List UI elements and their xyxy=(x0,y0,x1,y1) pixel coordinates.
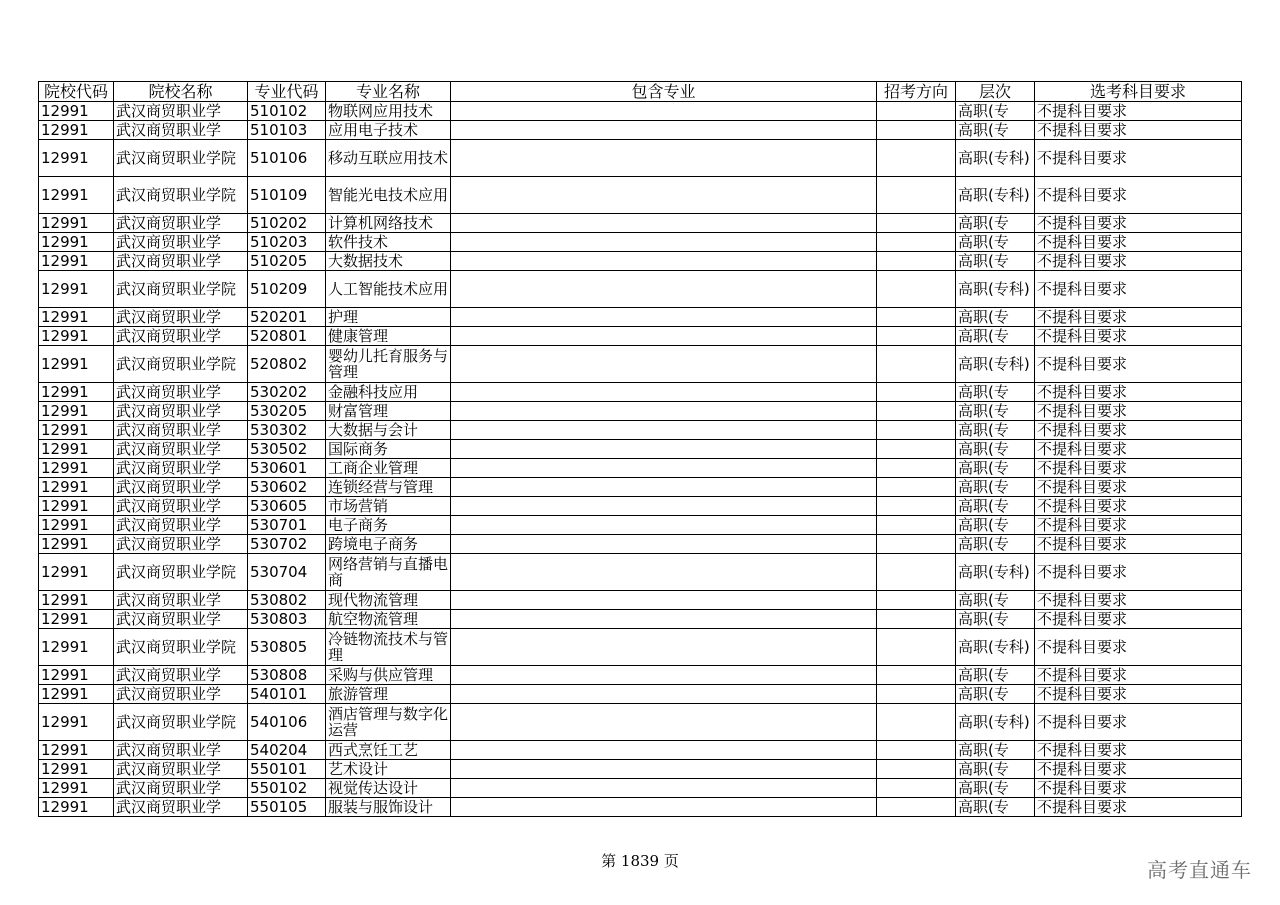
cell-school-name: 武汉商贸职业学院 xyxy=(114,629,248,666)
cell-school-code: 12991 xyxy=(39,760,114,779)
cell-school-code: 12991 xyxy=(39,402,114,421)
cell-major-code: 530805 xyxy=(248,629,326,666)
table-row xyxy=(39,102,1242,121)
cell-included-majors xyxy=(451,102,877,121)
cell-subject-requirement: 不提科目要求 xyxy=(1035,666,1242,685)
cell-school-code: 12991 xyxy=(39,327,114,346)
cell-level: 高职(专科) xyxy=(956,271,1035,308)
table-row xyxy=(39,308,1242,327)
cell-school-name: 武汉商贸职业学院 xyxy=(114,554,248,591)
cell-school-code: 12991 xyxy=(39,440,114,459)
header-major-name: 专业名称 xyxy=(326,82,451,102)
cell-subject-requirement: 不提科目要求 xyxy=(1035,629,1242,666)
cell-subject-requirement: 不提科目要求 xyxy=(1035,140,1242,177)
cell-level: 高职(专 xyxy=(956,440,1035,459)
cell-major-name: 视觉传达设计 xyxy=(326,779,451,798)
cell-included-majors xyxy=(451,760,877,779)
cell-direction xyxy=(877,760,956,779)
cell-subject-requirement: 不提科目要求 xyxy=(1035,535,1242,554)
cell-major-name: 计算机网络技术 xyxy=(326,214,451,233)
cell-subject-requirement: 不提科目要求 xyxy=(1035,308,1242,327)
cell-subject-requirement: 不提科目要求 xyxy=(1035,233,1242,252)
cell-subject-requirement: 不提科目要求 xyxy=(1035,516,1242,535)
cell-level: 高职(专 xyxy=(956,383,1035,402)
cell-direction xyxy=(877,741,956,760)
cell-school-code: 12991 xyxy=(39,535,114,554)
cell-subject-requirement: 不提科目要求 xyxy=(1035,383,1242,402)
table-row xyxy=(39,798,1242,817)
cell-school-name: 武汉商贸职业学院 xyxy=(114,177,248,214)
header-direction: 招考方向 xyxy=(877,82,956,102)
table-row xyxy=(39,554,1242,591)
cell-major-name: 服装与服饰设计 xyxy=(326,798,451,817)
cell-major-code: 530602 xyxy=(248,478,326,497)
cell-school-name: 武汉商贸职业学 xyxy=(114,459,248,478)
table-row xyxy=(39,327,1242,346)
cell-subject-requirement: 不提科目要求 xyxy=(1035,121,1242,140)
cell-direction xyxy=(877,535,956,554)
cell-subject-requirement: 不提科目要求 xyxy=(1035,497,1242,516)
cell-included-majors xyxy=(451,666,877,685)
header-included-majors: 包含专业 xyxy=(451,82,877,102)
cell-major-code: 510202 xyxy=(248,214,326,233)
cell-school-name: 武汉商贸职业学 xyxy=(114,327,248,346)
cell-included-majors xyxy=(451,327,877,346)
cell-school-name: 武汉商贸职业学 xyxy=(114,516,248,535)
table-row xyxy=(39,252,1242,271)
cell-major-name: 跨境电子商务 xyxy=(326,535,451,554)
cell-school-code: 12991 xyxy=(39,252,114,271)
table-row xyxy=(39,421,1242,440)
cell-major-name: 电子商务 xyxy=(326,516,451,535)
cell-included-majors xyxy=(451,421,877,440)
cell-subject-requirement: 不提科目要求 xyxy=(1035,798,1242,817)
cell-school-name: 武汉商贸职业学 xyxy=(114,535,248,554)
cell-major-name: 护理 xyxy=(326,308,451,327)
cell-included-majors xyxy=(451,497,877,516)
cell-major-code: 530302 xyxy=(248,421,326,440)
cell-major-code: 510109 xyxy=(248,177,326,214)
cell-school-code: 12991 xyxy=(39,741,114,760)
cell-included-majors xyxy=(451,308,877,327)
table-row xyxy=(39,760,1242,779)
cell-included-majors xyxy=(451,214,877,233)
cell-major-name: 大数据与会计 xyxy=(326,421,451,440)
cell-included-majors xyxy=(451,629,877,666)
admissions-table xyxy=(38,81,1242,817)
cell-major-code: 530601 xyxy=(248,459,326,478)
cell-school-name: 武汉商贸职业学 xyxy=(114,383,248,402)
cell-major-code: 510203 xyxy=(248,233,326,252)
cell-direction xyxy=(877,629,956,666)
cell-school-name: 武汉商贸职业学 xyxy=(114,478,248,497)
cell-direction xyxy=(877,383,956,402)
cell-major-code: 510209 xyxy=(248,271,326,308)
table-row xyxy=(39,214,1242,233)
cell-direction xyxy=(877,308,956,327)
cell-direction xyxy=(877,121,956,140)
cell-school-name: 武汉商贸职业学院 xyxy=(114,271,248,308)
cell-major-code: 530704 xyxy=(248,554,326,591)
cell-included-majors xyxy=(451,685,877,704)
cell-school-code: 12991 xyxy=(39,704,114,741)
cell-school-code: 12991 xyxy=(39,459,114,478)
cell-direction xyxy=(877,346,956,383)
cell-level: 高职(专 xyxy=(956,102,1035,121)
cell-included-majors xyxy=(451,440,877,459)
cell-direction xyxy=(877,666,956,685)
cell-direction xyxy=(877,271,956,308)
cell-major-code: 510205 xyxy=(248,252,326,271)
cell-major-name: 现代物流管理 xyxy=(326,591,451,610)
cell-included-majors xyxy=(451,554,877,591)
table-row xyxy=(39,591,1242,610)
cell-level: 高职(专 xyxy=(956,760,1035,779)
cell-school-name: 武汉商贸职业学院 xyxy=(114,704,248,741)
table-row xyxy=(39,440,1242,459)
cell-direction xyxy=(877,554,956,591)
table-row xyxy=(39,610,1242,629)
cell-school-name: 武汉商贸职业学 xyxy=(114,421,248,440)
cell-school-name: 武汉商贸职业学 xyxy=(114,591,248,610)
cell-level: 高职(专 xyxy=(956,741,1035,760)
cell-level: 高职(专 xyxy=(956,459,1035,478)
cell-major-name: 西式烹饪工艺 xyxy=(326,741,451,760)
cell-major-code: 520201 xyxy=(248,308,326,327)
cell-level: 高职(专 xyxy=(956,666,1035,685)
cell-direction xyxy=(877,177,956,214)
cell-subject-requirement: 不提科目要求 xyxy=(1035,779,1242,798)
cell-major-name: 航空物流管理 xyxy=(326,610,451,629)
cell-subject-requirement: 不提科目要求 xyxy=(1035,271,1242,308)
cell-included-majors xyxy=(451,140,877,177)
table-row xyxy=(39,140,1242,177)
cell-direction xyxy=(877,459,956,478)
cell-school-name: 武汉商贸职业学 xyxy=(114,798,248,817)
cell-major-name: 酒店管理与数字化运营 xyxy=(326,704,451,741)
cell-school-code: 12991 xyxy=(39,214,114,233)
cell-major-code: 510106 xyxy=(248,140,326,177)
cell-subject-requirement: 不提科目要求 xyxy=(1035,102,1242,121)
cell-major-name: 工商企业管理 xyxy=(326,459,451,478)
cell-school-code: 12991 xyxy=(39,798,114,817)
cell-school-name: 武汉商贸职业学 xyxy=(114,102,248,121)
cell-included-majors xyxy=(451,271,877,308)
cell-included-majors xyxy=(451,535,877,554)
cell-level: 高职(专 xyxy=(956,252,1035,271)
page-number: 第 1839 页 xyxy=(601,852,679,870)
table-row xyxy=(39,535,1242,554)
cell-subject-requirement: 不提科目要求 xyxy=(1035,346,1242,383)
cell-direction xyxy=(877,516,956,535)
cell-school-name: 武汉商贸职业学 xyxy=(114,233,248,252)
cell-level: 高职(专科) xyxy=(956,140,1035,177)
cell-major-code: 520802 xyxy=(248,346,326,383)
cell-school-name: 武汉商贸职业学 xyxy=(114,308,248,327)
cell-school-name: 武汉商贸职业学 xyxy=(114,741,248,760)
cell-subject-requirement: 不提科目要求 xyxy=(1035,610,1242,629)
cell-major-name: 婴幼儿托育服务与管理 xyxy=(326,346,451,383)
cell-level: 高职(专 xyxy=(956,214,1035,233)
cell-direction xyxy=(877,779,956,798)
cell-school-name: 武汉商贸职业学 xyxy=(114,402,248,421)
cell-major-code: 540204 xyxy=(248,741,326,760)
cell-school-code: 12991 xyxy=(39,271,114,308)
cell-major-name: 国际商务 xyxy=(326,440,451,459)
table-row xyxy=(39,685,1242,704)
cell-school-code: 12991 xyxy=(39,308,114,327)
table-row xyxy=(39,779,1242,798)
cell-direction xyxy=(877,252,956,271)
cell-level: 高职(专 xyxy=(956,516,1035,535)
cell-direction xyxy=(877,233,956,252)
cell-school-code: 12991 xyxy=(39,779,114,798)
cell-direction xyxy=(877,327,956,346)
cell-school-code: 12991 xyxy=(39,177,114,214)
cell-level: 高职(专科) xyxy=(956,177,1035,214)
cell-school-code: 12991 xyxy=(39,666,114,685)
cell-included-majors xyxy=(451,798,877,817)
cell-school-code: 12991 xyxy=(39,421,114,440)
cell-subject-requirement: 不提科目要求 xyxy=(1035,591,1242,610)
cell-major-name: 物联网应用技术 xyxy=(326,102,451,121)
cell-major-code: 510102 xyxy=(248,102,326,121)
table-row xyxy=(39,402,1242,421)
cell-direction xyxy=(877,440,956,459)
cell-level: 高职(专 xyxy=(956,779,1035,798)
cell-school-name: 武汉商贸职业学 xyxy=(114,440,248,459)
cell-level: 高职(专 xyxy=(956,121,1035,140)
cell-major-code: 530808 xyxy=(248,666,326,685)
cell-school-code: 12991 xyxy=(39,121,114,140)
cell-subject-requirement: 不提科目要求 xyxy=(1035,177,1242,214)
cell-school-code: 12991 xyxy=(39,478,114,497)
cell-subject-requirement: 不提科目要求 xyxy=(1035,252,1242,271)
cell-included-majors xyxy=(451,610,877,629)
cell-major-code: 530702 xyxy=(248,535,326,554)
cell-level: 高职(专 xyxy=(956,798,1035,817)
cell-direction xyxy=(877,704,956,741)
cell-level: 高职(专 xyxy=(956,535,1035,554)
table-row xyxy=(39,741,1242,760)
cell-school-code: 12991 xyxy=(39,516,114,535)
cell-major-name: 网络营销与直播电商 xyxy=(326,554,451,591)
header-subject-requirement: 选考科目要求 xyxy=(1035,82,1242,102)
cell-included-majors xyxy=(451,516,877,535)
cell-major-code: 540106 xyxy=(248,704,326,741)
table-body xyxy=(39,102,1242,817)
cell-school-code: 12991 xyxy=(39,383,114,402)
cell-subject-requirement: 不提科目要求 xyxy=(1035,440,1242,459)
cell-school-code: 12991 xyxy=(39,610,114,629)
cell-subject-requirement: 不提科目要求 xyxy=(1035,402,1242,421)
cell-major-code: 530803 xyxy=(248,610,326,629)
cell-included-majors xyxy=(451,704,877,741)
cell-level: 高职(专 xyxy=(956,591,1035,610)
table-row xyxy=(39,121,1242,140)
table-row xyxy=(39,478,1242,497)
cell-included-majors xyxy=(451,478,877,497)
cell-school-name: 武汉商贸职业学 xyxy=(114,779,248,798)
header-level: 层次 xyxy=(956,82,1035,102)
cell-direction xyxy=(877,798,956,817)
cell-direction xyxy=(877,478,956,497)
cell-subject-requirement: 不提科目要求 xyxy=(1035,421,1242,440)
cell-level: 高职(专科) xyxy=(956,704,1035,741)
cell-major-name: 健康管理 xyxy=(326,327,451,346)
table-row xyxy=(39,346,1242,383)
cell-school-name: 武汉商贸职业学 xyxy=(114,685,248,704)
cell-subject-requirement: 不提科目要求 xyxy=(1035,478,1242,497)
cell-major-name: 人工智能技术应用 xyxy=(326,271,451,308)
cell-major-name: 艺术设计 xyxy=(326,760,451,779)
cell-subject-requirement: 不提科目要求 xyxy=(1035,554,1242,591)
cell-major-code: 530202 xyxy=(248,383,326,402)
cell-school-code: 12991 xyxy=(39,629,114,666)
cell-level: 高职(专科) xyxy=(956,346,1035,383)
cell-school-code: 12991 xyxy=(39,102,114,121)
cell-subject-requirement: 不提科目要求 xyxy=(1035,704,1242,741)
cell-major-name: 智能光电技术应用 xyxy=(326,177,451,214)
cell-major-code: 530502 xyxy=(248,440,326,459)
cell-level: 高职(专 xyxy=(956,610,1035,629)
cell-major-code: 550101 xyxy=(248,760,326,779)
table-row xyxy=(39,497,1242,516)
cell-direction xyxy=(877,421,956,440)
table-row xyxy=(39,629,1242,666)
cell-level: 高职(专 xyxy=(956,497,1035,516)
cell-included-majors xyxy=(451,233,877,252)
cell-subject-requirement: 不提科目要求 xyxy=(1035,685,1242,704)
cell-school-code: 12991 xyxy=(39,685,114,704)
cell-direction xyxy=(877,591,956,610)
table-row xyxy=(39,233,1242,252)
cell-subject-requirement: 不提科目要求 xyxy=(1035,760,1242,779)
cell-direction xyxy=(877,610,956,629)
cell-direction xyxy=(877,140,956,177)
cell-school-name: 武汉商贸职业学 xyxy=(114,121,248,140)
cell-major-code: 530802 xyxy=(248,591,326,610)
cell-major-name: 市场营销 xyxy=(326,497,451,516)
cell-included-majors xyxy=(451,459,877,478)
table-row xyxy=(39,704,1242,741)
table-row xyxy=(39,516,1242,535)
cell-included-majors xyxy=(451,346,877,383)
table-row xyxy=(39,666,1242,685)
cell-school-code: 12991 xyxy=(39,497,114,516)
cell-major-code: 530701 xyxy=(248,516,326,535)
cell-included-majors xyxy=(451,779,877,798)
cell-major-name: 移动互联应用技术 xyxy=(326,140,451,177)
cell-major-name: 应用电子技术 xyxy=(326,121,451,140)
cell-major-name: 金融科技应用 xyxy=(326,383,451,402)
cell-level: 高职(专 xyxy=(956,685,1035,704)
cell-included-majors xyxy=(451,252,877,271)
cell-school-name: 武汉商贸职业学 xyxy=(114,214,248,233)
cell-level: 高职(专 xyxy=(956,421,1035,440)
cell-direction xyxy=(877,214,956,233)
cell-major-code: 530205 xyxy=(248,402,326,421)
cell-school-code: 12991 xyxy=(39,591,114,610)
cell-included-majors xyxy=(451,591,877,610)
cell-major-code: 510103 xyxy=(248,121,326,140)
cell-subject-requirement: 不提科目要求 xyxy=(1035,214,1242,233)
cell-school-name: 武汉商贸职业学 xyxy=(114,252,248,271)
cell-school-name: 武汉商贸职业学 xyxy=(114,610,248,629)
cell-school-name: 武汉商贸职业学 xyxy=(114,497,248,516)
cell-school-code: 12991 xyxy=(39,233,114,252)
cell-direction xyxy=(877,497,956,516)
cell-school-code: 12991 xyxy=(39,346,114,383)
header-school-name: 院校名称 xyxy=(114,82,248,102)
cell-school-name: 武汉商贸职业学院 xyxy=(114,346,248,383)
cell-school-code: 12991 xyxy=(39,554,114,591)
watermark-text: 高考直通车 xyxy=(1147,858,1252,882)
cell-level: 高职(专科) xyxy=(956,629,1035,666)
cell-included-majors xyxy=(451,402,877,421)
cell-level: 高职(专 xyxy=(956,308,1035,327)
cell-school-code: 12991 xyxy=(39,140,114,177)
cell-major-name: 大数据技术 xyxy=(326,252,451,271)
cell-included-majors xyxy=(451,177,877,214)
table-row xyxy=(39,177,1242,214)
cell-level: 高职(专 xyxy=(956,327,1035,346)
cell-school-name: 武汉商贸职业学院 xyxy=(114,140,248,177)
cell-included-majors xyxy=(451,741,877,760)
cell-major-name: 采购与供应管理 xyxy=(326,666,451,685)
header-row xyxy=(39,82,1242,102)
cell-direction xyxy=(877,102,956,121)
cell-level: 高职(专 xyxy=(956,233,1035,252)
cell-major-code: 550102 xyxy=(248,779,326,798)
table-row xyxy=(39,271,1242,308)
cell-major-code: 540101 xyxy=(248,685,326,704)
cell-subject-requirement: 不提科目要求 xyxy=(1035,459,1242,478)
cell-direction xyxy=(877,685,956,704)
header-school-code: 院校代码 xyxy=(39,82,114,102)
cell-level: 高职(专 xyxy=(956,478,1035,497)
cell-major-name: 连锁经营与管理 xyxy=(326,478,451,497)
cell-subject-requirement: 不提科目要求 xyxy=(1035,327,1242,346)
cell-included-majors xyxy=(451,121,877,140)
cell-school-name: 武汉商贸职业学 xyxy=(114,666,248,685)
table-row xyxy=(39,383,1242,402)
cell-subject-requirement: 不提科目要求 xyxy=(1035,741,1242,760)
cell-major-code: 530605 xyxy=(248,497,326,516)
cell-major-name: 软件技术 xyxy=(326,233,451,252)
cell-major-name: 财富管理 xyxy=(326,402,451,421)
cell-major-code: 550105 xyxy=(248,798,326,817)
cell-major-name: 冷链物流技术与管理 xyxy=(326,629,451,666)
table-row xyxy=(39,459,1242,478)
cell-school-name: 武汉商贸职业学 xyxy=(114,760,248,779)
header-major-code: 专业代码 xyxy=(248,82,326,102)
cell-level: 高职(专 xyxy=(956,402,1035,421)
cell-major-name: 旅游管理 xyxy=(326,685,451,704)
cell-level: 高职(专科) xyxy=(956,554,1035,591)
cell-included-majors xyxy=(451,383,877,402)
cell-direction xyxy=(877,402,956,421)
cell-major-code: 520801 xyxy=(248,327,326,346)
